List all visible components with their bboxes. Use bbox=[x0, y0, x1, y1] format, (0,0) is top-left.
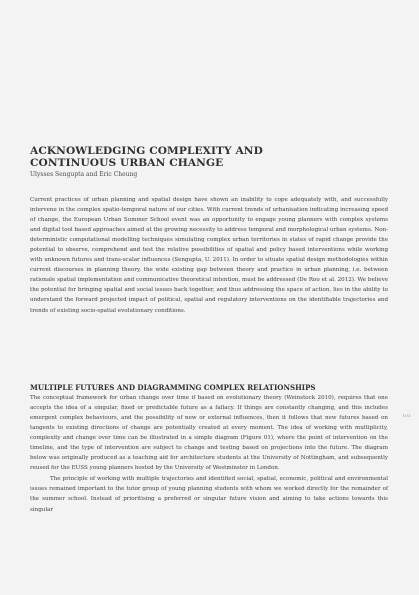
article-title-line-2: CONTINUOUS URBAN CHANGE bbox=[30, 157, 224, 169]
article-title bbox=[30, 145, 388, 169]
intro-section bbox=[30, 195, 388, 316]
intro-paragraph: Current practices of urban planning and spatial design have shown an inability to cope adequately with, and successfully intervene in the complex spatio-temporal nature of our cities. With current trends of urbanisation indicating increasing speed of change, the European Urban Summer School event was an opportunity to engage young planners with complex systems and digital tool based approaches aimed at the growing necessity to address temporal and morphological urban systems. Non-deterministic computational modelling techniques simulating complex urban territories in states of rapid change provide the potential to observe, comprehend and test the relative possibilities of spatial and policy based interventions while working with unknown futures and trans-scalar influences (Sengupta, U. 2011). In order to situate spatial design methodologies within current discourses in planning theory, the wide existing gap between theory and practice in urban planning, i.e. between rationale spatial implementation and communicative theoretical intention, must be addressed (De Roo et al. 2012). We believe the potential for bringing spatial and social issues back together, and thus addressing the space of action, lies in the ability to understand the forward projected impact of political, spatial and regulatory interventions on the identifiable trajectories and trends of existing socio-spatial evolutionary conditions. bbox=[30, 197, 388, 314]
page-number: 103 bbox=[402, 413, 411, 418]
section-paragraph-1: The conceptual framework for urban change over time if based on evolutionary theory (Weinstock 2010), requires that one accepts the idea of a singular, fixed or predictable future as a fallacy. If things are constantly changing, and this includes emergent complex behaviours, and the possibility of new or external influences, then it follows that new futures based on tangents to existing directions of change are potentially created at every moment. The idea of working with multiplicity, complexity and change over time can be illustrated in a simple diagram (Figure 01), where the point of intervention on the timeline, and the type of intervention are subject to change and testing based on projections into the future. The diagram below was originally produced as a teaching aid for architecture students at the University of Nottingham, and subsequently reused for the EUSS young planners hosted by the University of Westminster in London. bbox=[30, 395, 388, 472]
article-header bbox=[30, 145, 388, 179]
section-paragraph-2: The principle of working with multiple trajectories and identified social, spatial, economic, political and environmental issues remained important to the tutor group of young planning students with whom we worked directly for the remainder of the summer school. Instead of prioritising a preferred or singular future vision and aiming to take actions towards this singular bbox=[30, 476, 388, 513]
article-title-line-1: ACKNOWLEDGING COMPLEXITY AND bbox=[30, 145, 263, 157]
article-authors: Ulysses Sengupta and Eric Cheung bbox=[30, 171, 138, 178]
section-multiple-futures bbox=[30, 383, 388, 515]
section-heading: MULTIPLE FUTURES AND DIAGRAMMING COMPLEX RELATIONSHIPS bbox=[30, 383, 316, 392]
